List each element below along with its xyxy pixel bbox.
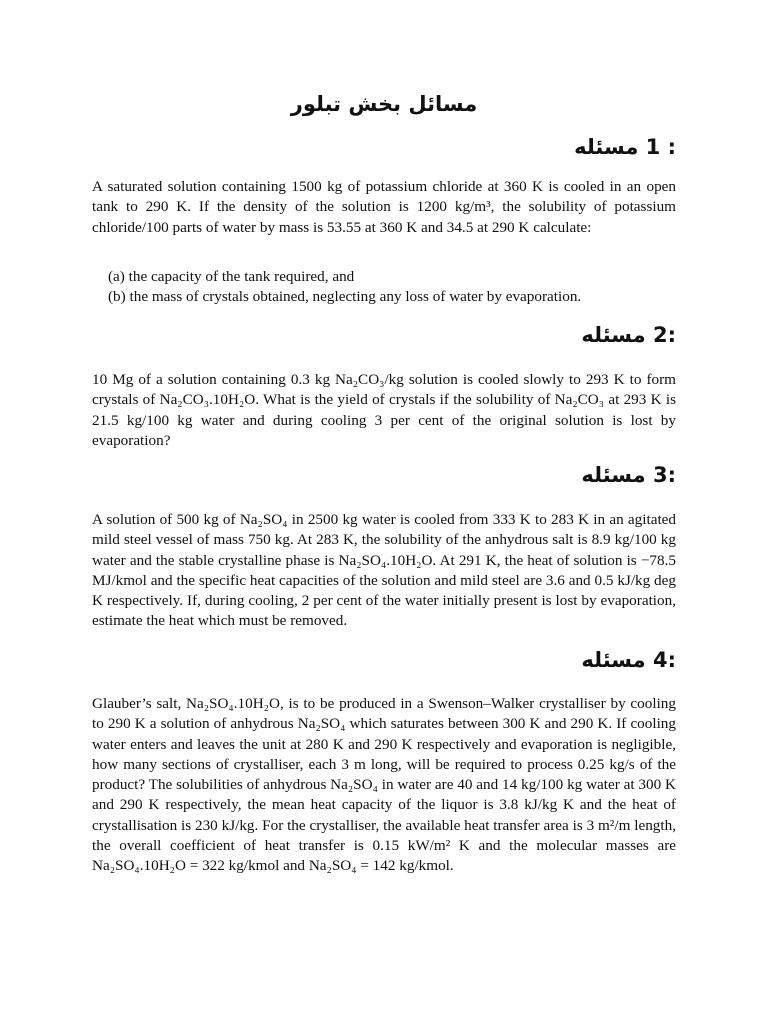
problem-1-item-a: (a) the capacity of the tank required, and	[108, 268, 355, 285]
problem-1-items	[92, 267, 676, 308]
page-title: مسائل بخش تبلور	[290, 92, 478, 116]
problem-3-text: A solution of 500 kg of Na₂SO₄ in 2500 kg water is cooled from 333 K to 283 K in an agitated mild steel vessel of mass 750 kg. At 283 K, the solubility of the anhydrous salt is 8.9 kg/100 kg water and the stable crystalline phase is Na₂SO₄.10H₂O. At 291 K, the heat of solution is −78.5 MJ/kmol and the specific heat capacities of the solution and mild steel are 3.6 and 0.5 kJ/kg deg K respectively. If, during cooling, 2 per cent of the water initially present is lost by evaporation, estimate the heat which must be removed.	[92, 511, 676, 630]
problem-4-text: Glauber’s salt, Na₂SO₄.10H₂O, is to be produced in a Swenson–Walker crystalliser by cooling to 290 K a solution of anhydrous Na₂SO₄ which saturates between 300 K and 290 K. If cooling water enters and leaves the unit at 280 K and 290 K respectively and evaporation is negligible, how many sections of crystalliser, each 3 m long, will be required to process 0.25 kg/s of the product? The solubilities of anhydrous Na₂SO₄ in water are 40 and 14 kg/100 kg water at 300 K and 290 K respectively, the mean heat capacity of the liquor is 3.8 kJ/kg K and the heat of crystallisation is 230 kJ/kg. For the crystalliser, the available heat transfer area is 3 m²/m length, the overall coefficient of heat transfer is 0.15 kW/m² K and the molecular masses are Na₂SO₄.10H₂O = 322 kg/kmol and Na₂SO₄ = 142 kg/kmol.	[92, 695, 676, 875]
problem-3-heading: :3 مسئله	[581, 463, 676, 487]
problem-2-text: 10 Mg of a solution containing 0.3 kg Na₂CO₃/kg solution is cooled slowly to 293 K to form crystals of Na₂CO₃.10H₂O. What is the yield of crystals if the solubility of Na₂CO₃ at 293 K is 21.5 kg/100 kg water and during cooling 3 per cent of the original solution is lost by evaporation?	[92, 371, 676, 449]
problem-2-heading: :2 مسئله	[581, 323, 676, 347]
problem-1-item-b: (b) the mass of crystals obtained, neglecting any loss of water by evaporation.	[108, 288, 582, 306]
problem-4-heading: :4 مسئله	[581, 648, 676, 672]
problem-1-text: A saturated solution containing 1500 kg of potassium chloride at 360 K is cooled in an open tank to 290 K. If the density of the solution is 1200 kg/m³, the solubility of potassium chloride/100 parts of water by mass is 53.55 at 360 K and 34.5 at 290 K calculate:	[92, 178, 676, 236]
problem-1-heading: : 1 مسئله	[574, 135, 676, 159]
